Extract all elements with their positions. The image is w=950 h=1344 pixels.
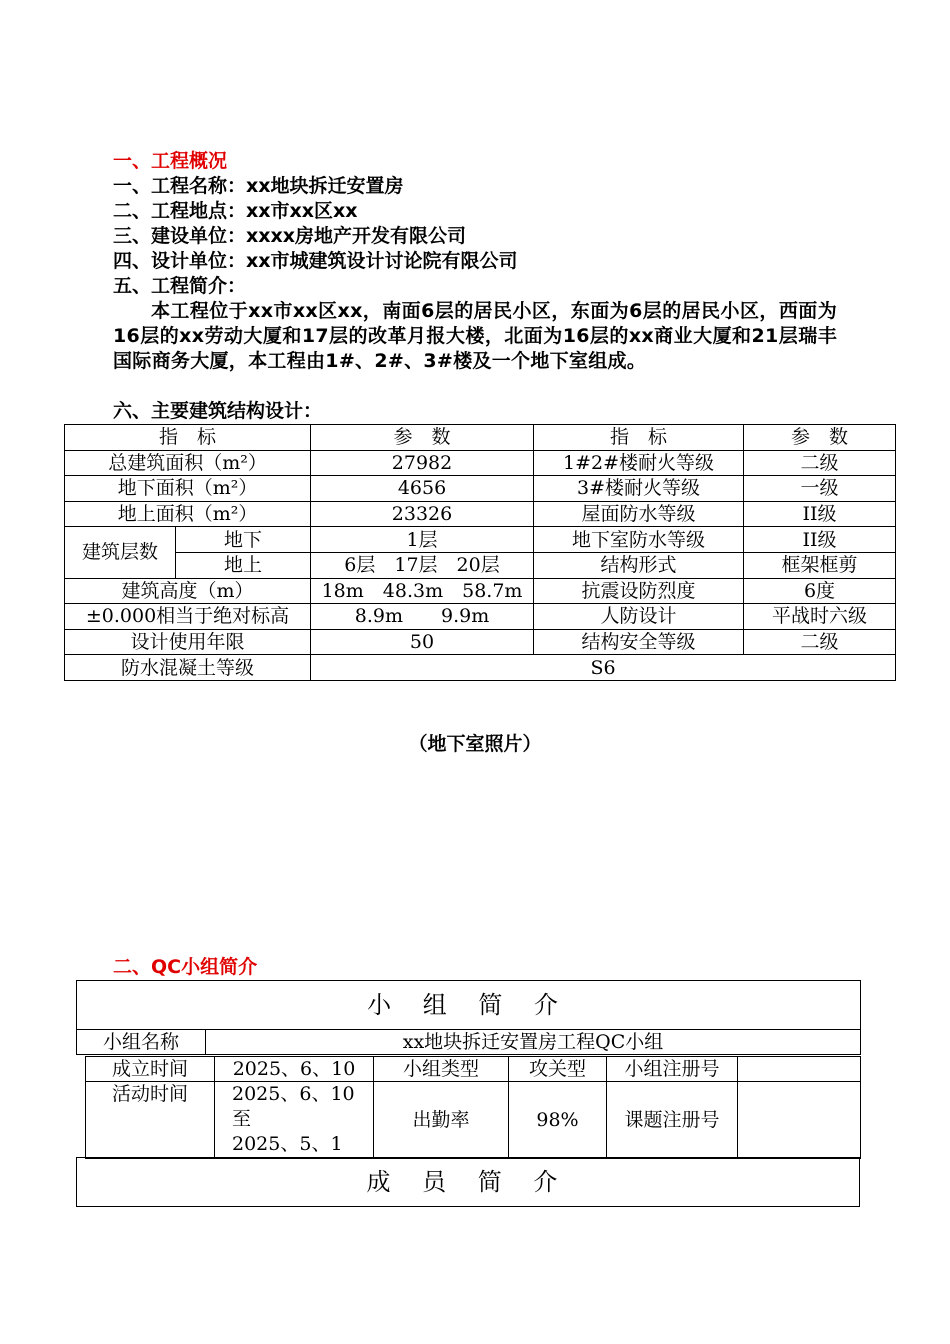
table-row bbox=[65, 578, 896, 604]
cell: 18m 48.3m 58.7m bbox=[311, 578, 534, 604]
basement-photo-caption: （地下室照片） bbox=[408, 733, 542, 755]
cell: 4656 bbox=[311, 476, 534, 502]
cell: 27982 bbox=[311, 450, 534, 476]
cell: 23326 bbox=[311, 501, 534, 527]
group-intro-title: 小 组 简 介 bbox=[77, 981, 861, 1030]
cell: 一级 bbox=[744, 476, 896, 502]
cell: 结构安全等级 bbox=[534, 629, 744, 655]
floors-label-cell: 建筑层数 bbox=[65, 527, 176, 578]
cell: 结构形式 bbox=[534, 552, 744, 578]
cell: 设计使用年限 bbox=[65, 629, 311, 655]
cell: 二级 bbox=[744, 450, 896, 476]
table-row bbox=[65, 552, 896, 578]
cell: 平战时六级 bbox=[744, 604, 896, 630]
header-parameter: 参 数 bbox=[744, 425, 896, 451]
cell: II级 bbox=[744, 527, 896, 553]
topic-reg-label: 课题注册号 bbox=[607, 1082, 738, 1159]
table-row bbox=[86, 1082, 861, 1159]
cell: 1#2#楼耐火等级 bbox=[534, 450, 744, 476]
qc-details-table bbox=[85, 1056, 861, 1159]
cell: 地下 bbox=[176, 527, 311, 553]
cell: 总建筑面积（m²） bbox=[65, 450, 311, 476]
cell: ±0.000相当于绝对标高 bbox=[65, 604, 311, 630]
cell: 1层 bbox=[311, 527, 534, 553]
cell: 抗震设防烈度 bbox=[534, 578, 744, 604]
cell: 人防设计 bbox=[534, 604, 744, 630]
table-row bbox=[65, 501, 896, 527]
section-heading-overview: 一、工程概况 bbox=[113, 150, 228, 172]
members-table bbox=[76, 1157, 860, 1207]
structure-table bbox=[64, 424, 896, 681]
construction-unit-line: 三、建设单位：xxxx房地产开发有限公司 bbox=[113, 225, 467, 247]
activity-end: 2025、5、1 bbox=[232, 1133, 343, 1155]
cell: 防水混凝土等级 bbox=[65, 655, 311, 681]
founded-label: 成立时间 bbox=[86, 1057, 215, 1082]
header-indicator: 指 标 bbox=[65, 425, 311, 451]
design-heading: 六、主要建筑结构设计： bbox=[113, 400, 323, 422]
table-row bbox=[65, 527, 896, 553]
cell: 地下室防水等级 bbox=[534, 527, 744, 553]
type-label: 小组类型 bbox=[374, 1057, 509, 1082]
attendance-label: 出勤率 bbox=[374, 1082, 509, 1159]
table-row bbox=[86, 1057, 861, 1082]
activity-to: 至 bbox=[232, 1108, 252, 1130]
cell: 屋面防水等级 bbox=[534, 501, 744, 527]
cell: 3#楼耐火等级 bbox=[534, 476, 744, 502]
cell: 地上 bbox=[176, 552, 311, 578]
table-header-row bbox=[65, 425, 896, 451]
project-intro-paragraph: 本工程位于xx市xx区xx，南面6层的居民小区，东面为6层的居民小区，西面为16层的xx劳动大厦和17层的改革月报大楼，北面为16层的xx商业大厦和21层瑞丰国际商务大厦，本工程由1#、2#、3#楼及一个地下室组成。 bbox=[113, 300, 837, 372]
table-row bbox=[65, 629, 896, 655]
project-intro-heading: 五、工程简介： bbox=[113, 275, 247, 297]
cell: 地上面积（m²） bbox=[65, 501, 311, 527]
members-intro-title: 成 员 简 介 bbox=[77, 1158, 860, 1207]
cell: 框架框剪 bbox=[744, 552, 896, 578]
section-heading-qc: 二、QC小组简介 bbox=[113, 956, 258, 978]
type-value: 攻关型 bbox=[509, 1057, 607, 1082]
project-location-line: 二、工程地点：xx市xx区xx bbox=[113, 200, 358, 222]
table-row bbox=[65, 655, 896, 681]
header-parameter: 参 数 bbox=[311, 425, 534, 451]
activity-period bbox=[215, 1082, 374, 1159]
founded-value: 2025、6、10 bbox=[215, 1057, 374, 1082]
activity-label: 活动时间 bbox=[86, 1082, 215, 1159]
cell: 8.9m 9.9m bbox=[311, 604, 534, 630]
reg-label: 小组注册号 bbox=[607, 1057, 738, 1082]
design-unit-line: 四、设计单位：xx市城建筑设计讨论院有限公司 bbox=[113, 250, 518, 272]
activity-start: 2025、6、10 bbox=[232, 1083, 355, 1105]
cell: S6 bbox=[311, 655, 896, 681]
qc-group-table bbox=[76, 980, 861, 1055]
cell: 地下面积（m²） bbox=[65, 476, 311, 502]
table-row bbox=[65, 604, 896, 630]
table-row bbox=[65, 450, 896, 476]
cell: 6度 bbox=[744, 578, 896, 604]
cell: 二级 bbox=[744, 629, 896, 655]
topic-reg-value bbox=[738, 1082, 861, 1159]
group-name-value: xx地块拆迁安置房工程QC小组 bbox=[206, 1030, 861, 1055]
group-name-label: 小组名称 bbox=[77, 1030, 206, 1055]
attendance-value: 98% bbox=[509, 1082, 607, 1159]
table-row bbox=[65, 476, 896, 502]
reg-value bbox=[738, 1057, 861, 1082]
header-indicator: 指 标 bbox=[534, 425, 744, 451]
cell: 50 bbox=[311, 629, 534, 655]
cell: II级 bbox=[744, 501, 896, 527]
cell: 6层 17层 20层 bbox=[311, 552, 534, 578]
cell: 建筑高度（m） bbox=[65, 578, 311, 604]
project-name-line: 一、工程名称：xx地块拆迁安置房 bbox=[113, 175, 404, 197]
